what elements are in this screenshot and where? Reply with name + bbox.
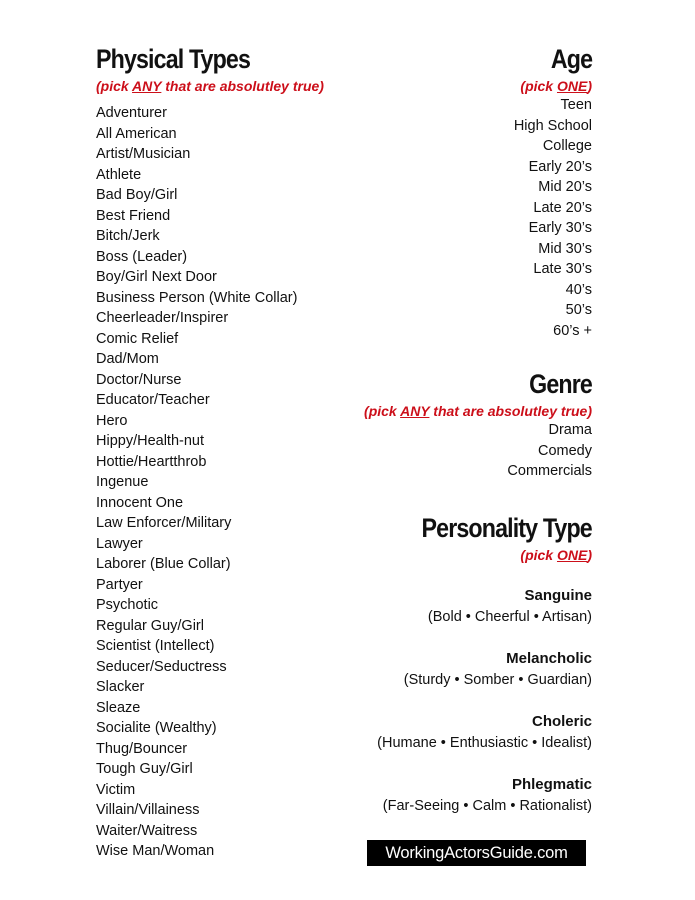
instruction-text: ) (587, 547, 592, 563)
physical-type-item: Doctor/Nurse (96, 371, 182, 388)
physical-type-item: Educator/Teacher (96, 392, 210, 408)
age-item: High School (513, 117, 592, 134)
age-title: Age (550, 44, 592, 74)
physical-type-item: Wise Man/Woman (96, 843, 215, 859)
physical-type-item: Boy/Girl Next Door (96, 269, 217, 285)
personality-type-title: Personality Type (421, 513, 592, 543)
personality-type-list (377, 586, 592, 816)
physical-type-item: Dad/Mom (96, 351, 159, 367)
genre-item: Commercials (507, 463, 592, 479)
genre-item: Comedy (538, 442, 592, 459)
instruction-text: ) (587, 78, 592, 94)
physical-type-item: Laborer (Blue Collar) (96, 556, 231, 572)
physical-type-item: Regular Guy/Girl (96, 617, 204, 634)
physical-type-item: Partyer (96, 576, 143, 593)
personality-type-name: Melancholic (506, 650, 592, 667)
physical-type-item: Psychotic (96, 597, 159, 613)
physical-type-item: Business Person (White Collar) (96, 289, 298, 306)
physical-type-item: Athlete (96, 166, 142, 183)
physical-type-item: Sleaze (96, 699, 141, 716)
age-item: Early 20’s (528, 158, 592, 175)
age-item: Late 30’s (533, 261, 592, 277)
genre-list (364, 420, 592, 482)
physical-type-item: Artist/Musician (96, 146, 191, 162)
genre-title: Genre (529, 369, 592, 399)
age-item: Late 20’s (533, 199, 592, 216)
personality-type-description: (Humane • Enthusiastic • Idealist) (377, 735, 592, 751)
personality-type-description: (Far-Seeing • Calm • Rationalist) (382, 798, 592, 814)
personality-type-section (377, 513, 592, 816)
physical-type-item: Hero (96, 412, 128, 429)
physical-types-section (96, 44, 324, 862)
physical-type-item: All American (96, 125, 177, 142)
personality-type-name: Choleric (531, 713, 592, 730)
working-actors-guide-logo: WorkingActorsGuide.com (367, 840, 586, 866)
instruction-text: (pick (520, 78, 557, 94)
instruction-emphasis: ONE (556, 547, 588, 563)
physical-type-item: Innocent One (96, 494, 184, 511)
age-section (514, 44, 592, 341)
personality-type-description: (Sturdy • Somber • Guardian) (403, 672, 592, 688)
physical-type-item: Hottie/Heartthrob (96, 453, 207, 470)
physical-type-item: Ingenue (96, 474, 149, 490)
physical-type-item: Socialite (Wealthy) (96, 720, 217, 736)
age-item: Mid 30’s (538, 240, 592, 257)
genre-instruction (364, 402, 592, 420)
instruction-text: that are absolutley true) (429, 403, 592, 419)
physical-type-item: Adventurer (96, 105, 167, 121)
instruction-emphasis: ANY (400, 403, 430, 419)
physical-types-instruction (96, 77, 324, 95)
physical-type-item: Scientist (Intellect) (96, 638, 215, 654)
personality-type-instruction (377, 546, 592, 564)
age-item: 50’s (565, 302, 592, 318)
instruction-text: that are absolutley true) (161, 78, 324, 94)
physical-types-title: Physical Types (96, 44, 251, 74)
age-item: Teen (560, 97, 592, 113)
physical-type-item: Cheerleader/Inspirer (96, 310, 229, 326)
personality-type-name: Phlegmatic (511, 776, 592, 793)
physical-type-item: Villain/Villainess (96, 802, 200, 818)
physical-type-item: Waiter/Waitress (96, 822, 198, 839)
personality-type-entry (377, 649, 592, 690)
age-instruction (514, 77, 592, 95)
personality-type-name: Sanguine (524, 587, 592, 604)
instruction-emphasis: ONE (556, 78, 588, 94)
personality-type-entry (377, 775, 592, 816)
physical-type-item: Thug/Bouncer (96, 740, 188, 757)
physical-type-item: Tough Guy/Girl (96, 761, 193, 777)
physical-type-item: Seducer/Seductress (96, 658, 227, 675)
age-item: 60’s + (553, 322, 592, 339)
age-list (514, 95, 592, 341)
instruction-emphasis: ANY (132, 78, 162, 94)
physical-type-item: Bitch/Jerk (96, 228, 160, 244)
age-item: 40’s (565, 281, 592, 298)
personality-type-entry (377, 712, 592, 753)
genre-section (364, 369, 592, 482)
physical-type-item: Victim (96, 781, 136, 798)
physical-type-item: Slacker (96, 679, 145, 695)
physical-type-item: Boss (Leader) (96, 248, 188, 265)
physical-type-item: Bad Boy/Girl (96, 187, 178, 203)
instruction-text: (pick (364, 403, 401, 419)
age-item: Early 30’s (528, 220, 592, 236)
genre-item: Drama (548, 422, 592, 438)
physical-types-list (96, 103, 324, 862)
age-item: Mid 20’s (538, 179, 592, 195)
physical-type-item: Lawyer (96, 535, 143, 552)
personality-type-description: (Bold • Cheerful • Artisan) (427, 609, 592, 625)
personality-type-entry (377, 586, 592, 627)
physical-type-item: Comic Relief (96, 330, 179, 347)
instruction-text: (pick (520, 547, 557, 563)
physical-type-item: Best Friend (96, 207, 171, 224)
physical-type-item: Hippy/Health-nut (96, 433, 204, 449)
physical-type-item: Law Enforcer/Military (96, 515, 232, 531)
age-item: College (542, 138, 592, 154)
instruction-text: (pick (96, 78, 133, 94)
